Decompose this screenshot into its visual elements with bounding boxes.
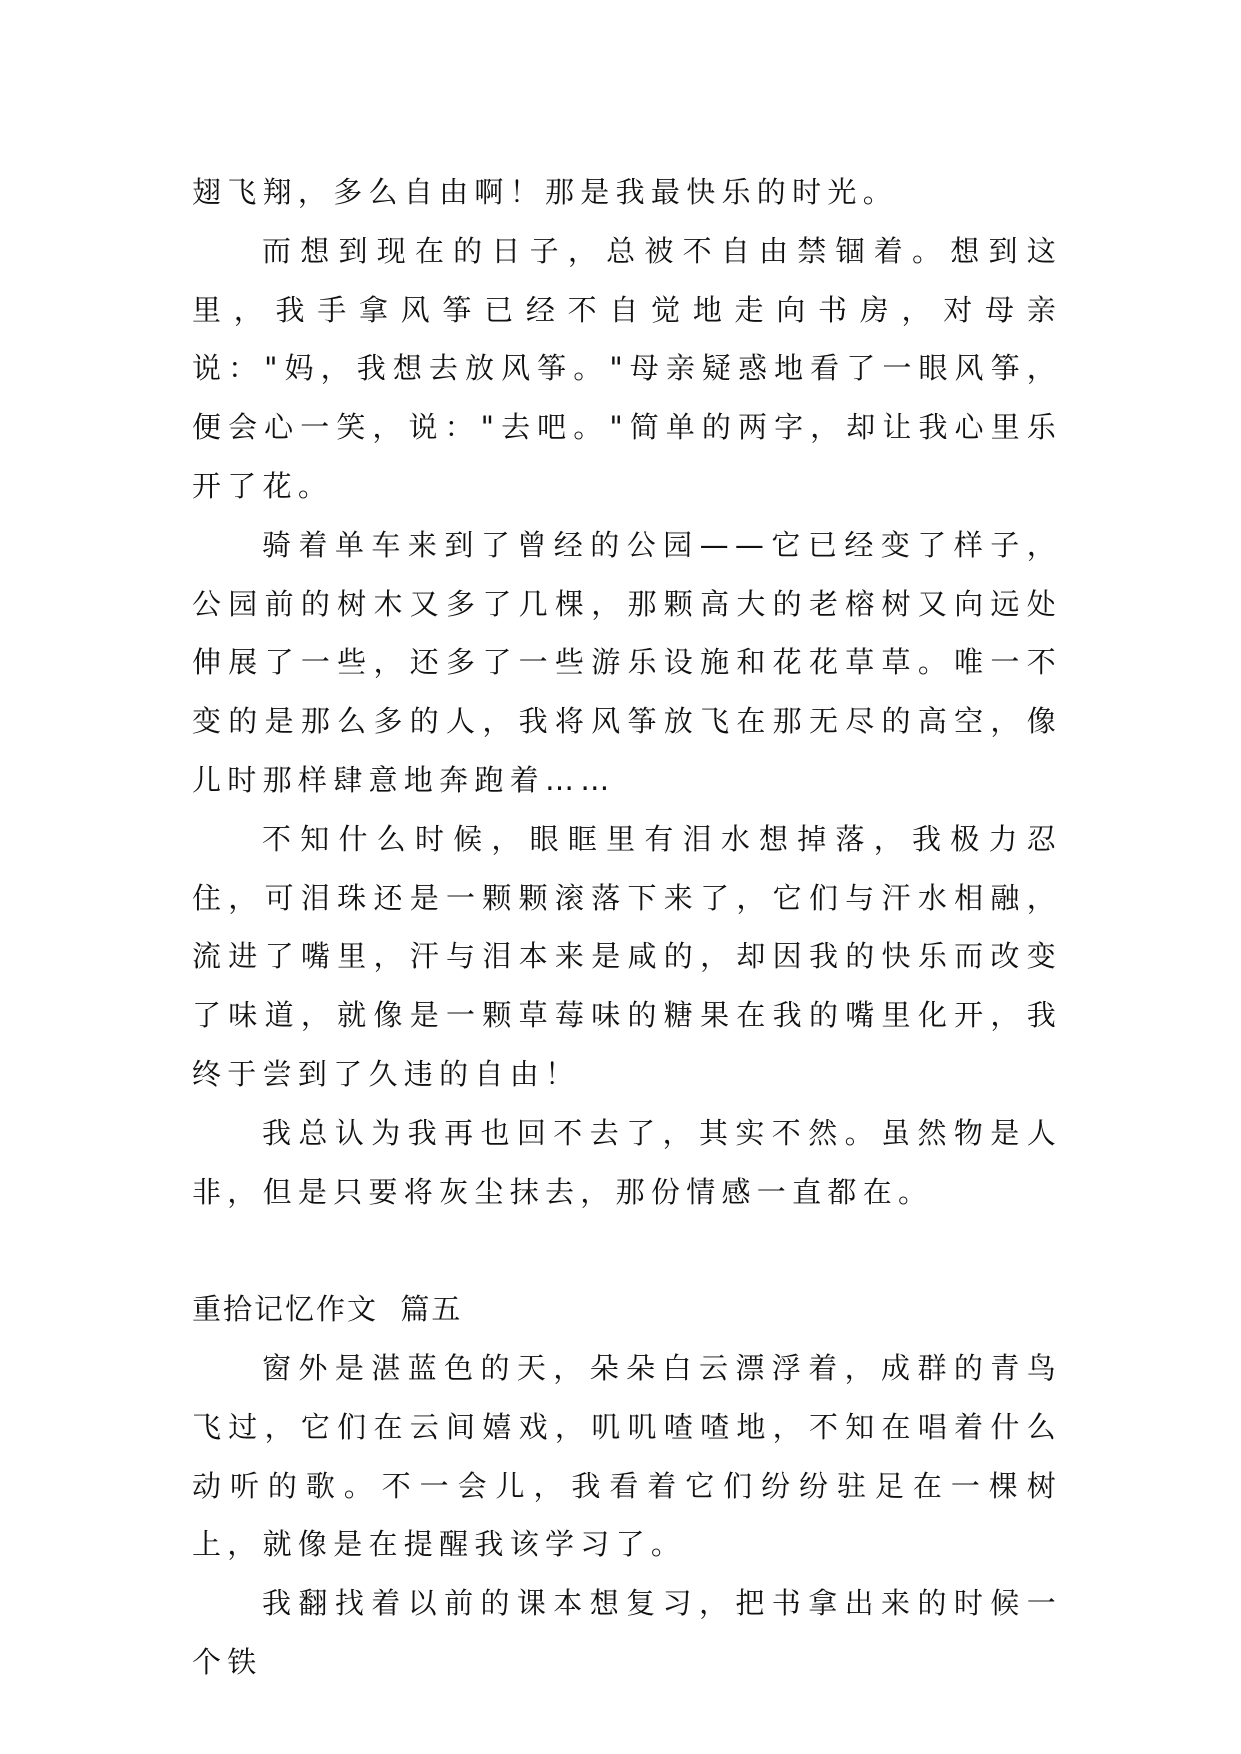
paragraph: 不知什么时候，眼眶里有泪水想掉落，我极力忍住，可泪珠还是一颗颗滚落下来了，它们与汗水相融，流进了嘴里，汗与泪本来是咸的，却因我的快乐而改变了味道，就像是一颗草莓味的糖果在我的嘴里化开，我终于尝到了久违的自由！ [192,821,1062,1091]
paragraph: 翅飞翔，多么自由啊！那是我最快乐的时光。 [192,175,899,209]
paragraph: 我总认为我再也回不去了，其实不然。虽然物是人非，但是只要将灰尘抹去，那份情感一直都在。 [192,1115,1062,1209]
section-title: 重拾记忆作文 篇五 [192,1292,463,1327]
paragraph: 而想到现在的日子，总被不自由禁锢着。想到这里，我手拿风筝已经不自觉地走向书房，对母亲说："妈，我想去放风筝。"母亲疑惑地看了一眼风筝，便会心一笑，说："去吧。"简单的两字，却让我心里乐开了花。 [192,233,1062,503]
paragraph: 我翻找着以前的课本想复习，把书拿出来的时候一个铁 [192,1586,1062,1679]
paragraph: 窗外是湛蓝色的天，朵朵白云漂浮着，成群的青鸟飞过，它们在云间嬉戏，叽叽喳喳地，不知在唱着什么动听的歌。不一会儿，我看着它们纷纷驻足在一棵树上，就像是在提醒我该学习了。 [192,1350,1062,1562]
document-body [192,163,1062,1692]
paragraph: 骑着单车来到了曾经的公园——它已经变了样子，公园前的树木又多了几棵，那颗高大的老榕树又向远处伸展了一些，还多了一些游乐设施和花花草草。唯一不变的是那么多的人，我将风筝放飞在那无尽的高空，像儿时那样肆意地奔跑着…… [192,527,1062,797]
